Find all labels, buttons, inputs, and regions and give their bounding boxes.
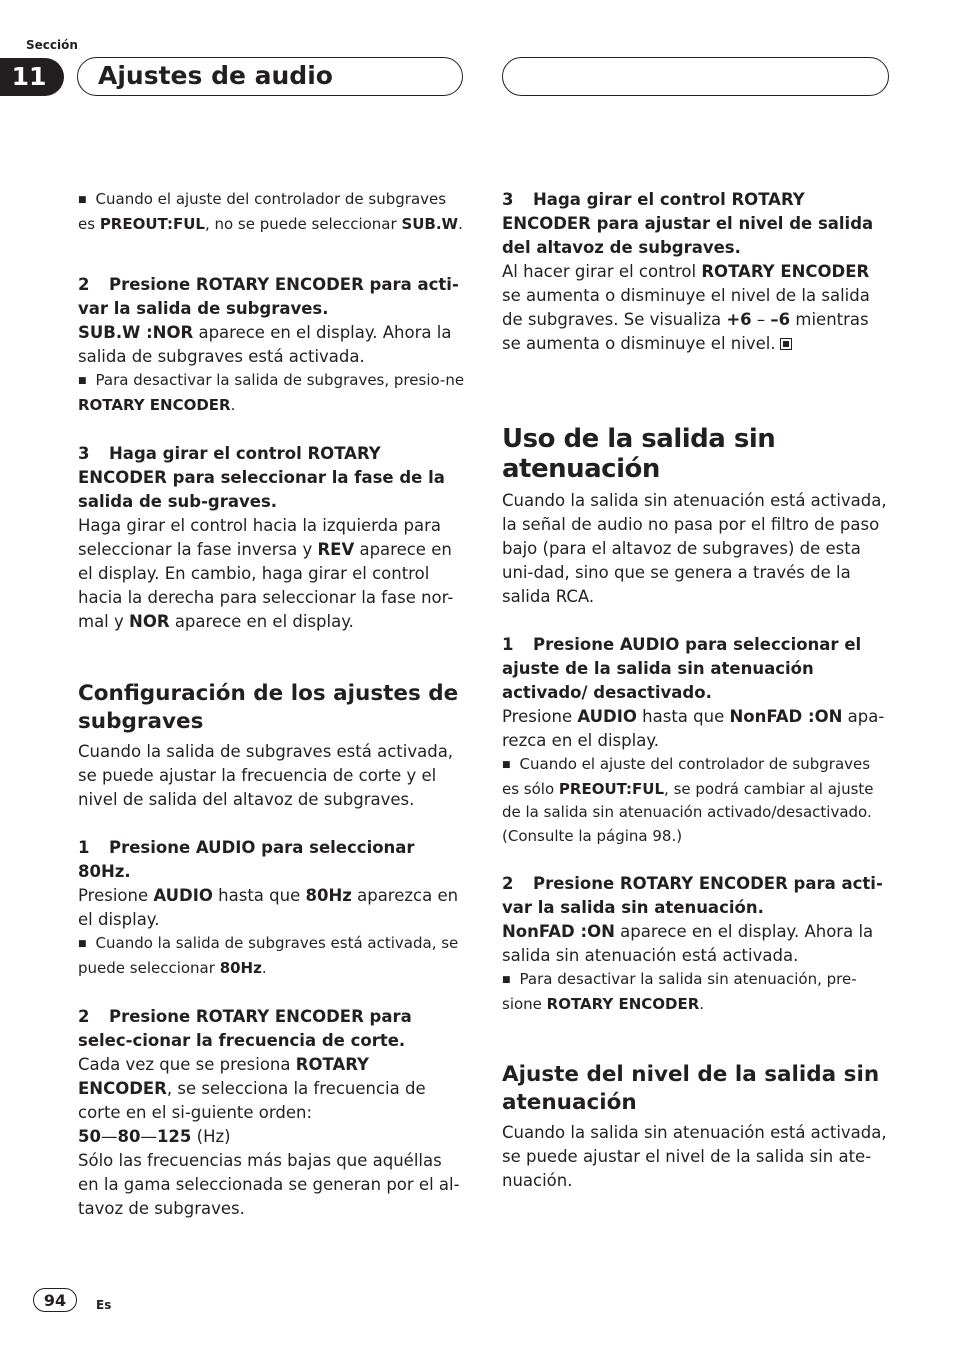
- step-heading: 2 Presione ROTARY ENCODER para acti-var la salida sin atenuación.: [502, 874, 883, 917]
- frequency-sequence: 50—80—125 (Hz): [78, 1127, 231, 1146]
- step-body: Presione AUDIO hasta que 80Hz aparezca en el display.: [78, 886, 459, 929]
- left-column: [78, 188, 466, 1221]
- end-mark-icon: [780, 338, 792, 350]
- step-body: Al hacer girar el control ROTARY ENCODER se aumenta o disminuye el nivel de la salida de subgraves. Se visualiza +6 – –6 mientras se aumenta o disminuye el nivel.: [502, 262, 870, 353]
- step-heading: 2 Presione ROTARY ENCODER para acti-var la salida de subgraves.: [78, 275, 459, 318]
- step-heading: 1 Presione AUDIO para seleccionar 80Hz.: [78, 838, 415, 881]
- note: ■ Cuando el ajuste del controlador de subgraves es PREOUT:FUL, no se puede seleccionar SUB.W.: [78, 190, 463, 233]
- bullet-icon: ■: [78, 376, 87, 386]
- empty-header-frame: [502, 57, 889, 96]
- paragraph: Cuando la salida de subgraves está activada, se puede ajustar la frecuencia de corte y el nivel de salida del altavoz de subgraves.: [78, 742, 454, 809]
- page-title: Ajustes de audio: [98, 61, 333, 90]
- step-heading: 2 Presione ROTARY ENCODER para selec-cionar la frecuencia de corte.: [78, 1007, 412, 1050]
- language-label: Es: [96, 1298, 112, 1312]
- step-heading: 3 Haga girar el control ROTARY ENCODER para ajustar el nivel de salida del altavoz de subgraves.: [502, 190, 874, 257]
- step-body: SUB.W :NOR aparece en el display. Ahora la salida de subgraves está activada.: [78, 323, 452, 366]
- paragraph: Sólo las frecuencias más bajas que aquéllas en la gama seleccionada se generan por el al-tavoz de subgraves.: [78, 1151, 460, 1218]
- section-heading: Ajuste del nivel de la salida sin atenuación: [502, 1062, 880, 1115]
- note: ■ Cuando la salida de subgraves está activada, se puede seleccionar 80Hz.: [78, 934, 459, 977]
- bullet-icon: ■: [502, 975, 511, 985]
- step-heading: 3 Haga girar el control ROTARY ENCODER para seleccionar la fase de la salida de sub-graves.: [78, 444, 445, 511]
- step-body: NonFAD :ON aparece en el display. Ahora la salida sin atenuación está activada.: [502, 922, 874, 965]
- note: ■ Para desactivar la salida de subgraves, presio-ne ROTARY ENCODER.: [78, 371, 465, 414]
- note: ■ Cuando el ajuste del controlador de subgraves es sólo PREOUT:FUL, se podrá cambiar al ajuste de la salida sin atenuación activado/desactivado. (Consulte la página 98.): [502, 755, 874, 845]
- step-heading: 1 Presione AUDIO para seleccionar el ajuste de la salida sin atenuación activado/ desactivado.: [502, 635, 862, 702]
- main-heading: Uso de la salida sin atenuación: [502, 424, 776, 484]
- step-body: Presione AUDIO hasta que NonFAD :ON apa-rezca en el display.: [502, 707, 885, 750]
- bullet-icon: ■: [502, 760, 511, 770]
- paragraph: Cuando la salida sin atenuación está activada, se puede ajustar el nivel de la salida sin ate-nuación.: [502, 1123, 887, 1190]
- step-body: Haga girar el control hacia la izquierda para seleccionar la fase inversa y REV aparece en el display. En cambio, haga girar el control hacia la derecha para seleccionar la fase nor-mal y NOR aparece en el display.: [78, 516, 454, 631]
- bullet-icon: ■: [78, 939, 87, 949]
- section-number-badge: 11: [0, 58, 64, 96]
- section-label: Sección: [26, 38, 78, 52]
- bullet-icon: ■: [78, 195, 87, 205]
- section-heading: Configuración de los ajustes de subgraves: [78, 681, 459, 734]
- paragraph: Cuando la salida sin atenuación está activada, la señal de audio no pasa por el filtro de paso bajo (para el altavoz de subgraves) de esta uni-dad, sino que se genera a través de la salida RCA.: [502, 491, 887, 606]
- step-body: Cada vez que se presiona ROTARY ENCODER, se selecciona la frecuencia de corte en el si-guiente orden:: [78, 1055, 426, 1122]
- right-column: [502, 188, 890, 1193]
- note: ■ Para desactivar la salida sin atenuación, pre-sione ROTARY ENCODER.: [502, 970, 857, 1013]
- page-number: 94: [33, 1288, 77, 1312]
